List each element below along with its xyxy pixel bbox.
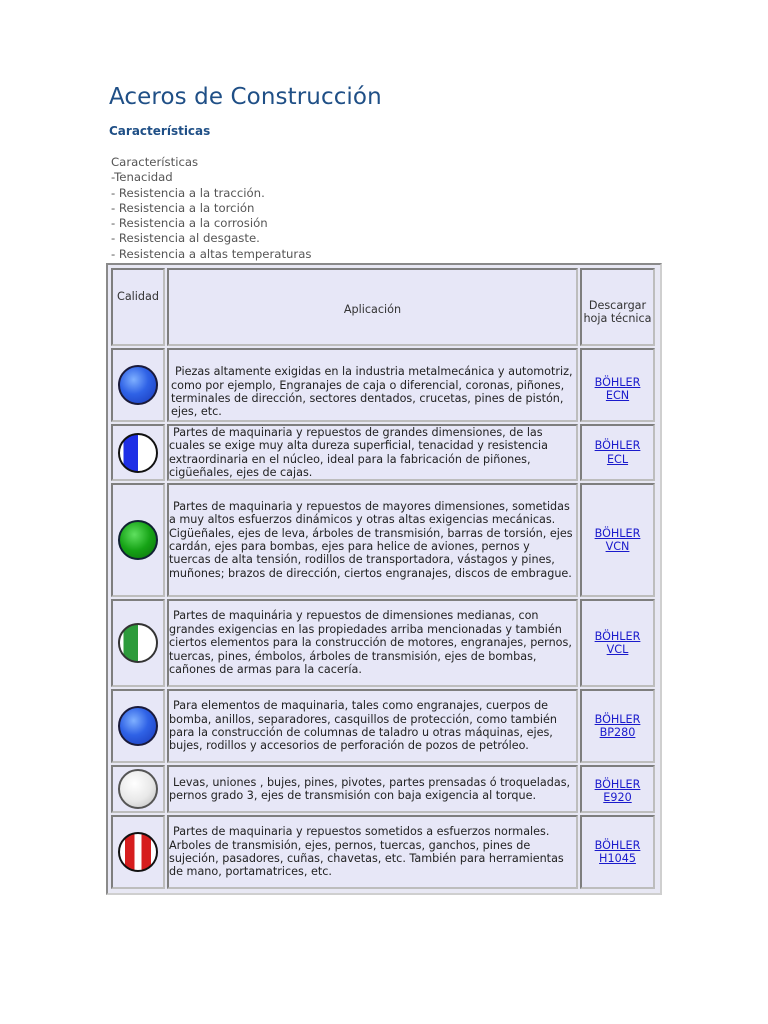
- quality-cell: [111, 483, 165, 597]
- bohler-ecn-link[interactable]: [595, 376, 641, 403]
- quality-cell: [111, 689, 165, 763]
- application-text: Para elementos de maquinaria, tales como engranajes, cuerpos de bomba, anillos, separadores, casquillos de protección, como también para la construcción de columnas de taladro u otras máquinas, ejes, bujes, rodillos y accesorios de perforación de pozos de petróleo.: [169, 699, 557, 753]
- feature-item: - Resistencia a la torción: [111, 200, 255, 215]
- page-title: Aceros de Construcción: [109, 84, 382, 110]
- header-download: [580, 268, 655, 346]
- header-application: [167, 268, 578, 346]
- link-line1[interactable]: BÖHLER: [594, 526, 641, 540]
- blue-white-half-circle-icon: [118, 433, 158, 473]
- red-white-striped-circle-icon: [118, 832, 158, 872]
- green-circle-icon: [118, 520, 158, 560]
- feature-item: -Tenacidad: [111, 170, 173, 185]
- quality-cell: [111, 815, 165, 889]
- application-text: Piezas altamente exigidas en la industria metalmecánica y automotriz, como por ejemplo, Engranajes de caja o diferencial, coronas, piñones, terminales de dirección, sectores dentados, crucetas, pines de pistón, ejes, etc.: [171, 365, 573, 419]
- application-cell: [167, 348, 578, 422]
- download-cell: [580, 815, 655, 889]
- link-line2[interactable]: ECL: [606, 452, 629, 466]
- application-cell: [167, 599, 578, 687]
- application-cell: [167, 483, 578, 597]
- application-cell: [167, 815, 578, 889]
- download-cell: [580, 689, 655, 763]
- link-line1[interactable]: BÖHLER: [594, 838, 641, 852]
- link-line2[interactable]: E920: [603, 791, 632, 804]
- link-line2[interactable]: ECN: [605, 389, 630, 402]
- link-line1[interactable]: BÖHLER: [594, 375, 641, 389]
- header-quality-label: Calidad: [117, 290, 159, 304]
- link-line1[interactable]: BÖHLER: [594, 712, 641, 726]
- download-cell: [580, 599, 655, 687]
- header-download-line2: hoja técnica: [583, 312, 652, 325]
- application-cell: [167, 689, 578, 763]
- section-subtitle: Características: [109, 124, 211, 138]
- link-line2[interactable]: H1045: [599, 852, 636, 865]
- link-line2[interactable]: BP280: [599, 726, 636, 739]
- features-heading: Características: [111, 155, 199, 169]
- link-line2[interactable]: VCN: [605, 540, 630, 553]
- feature-item: - Resistencia a la corrosión: [111, 216, 268, 231]
- white-circle-icon: [118, 769, 158, 809]
- application-text: Partes de maquinaria y repuestos de mayores dimensiones, sometidas a muy altos esfuerzos dinámicos y otras altas exigencias mecánicas. Cigüeñales, ejes de leva, árboles de transmisión, barras de torsión, ejes cardán, ejes para bombas, ejes para helice de aviones, pernos y tuercas de alta tensión, rodillos de transportadora, vástagos y pines, muñones; brazos de dirección, ciertos engranajes, discos de embrague.: [169, 499, 573, 580]
- link-line1[interactable]: BÖHLER: [594, 439, 641, 453]
- application-text: Levas, uniones , bujes, pines, pivotes, partes prensadas ó troqueladas, pernos grado 3, ejes de transmisión con baja exigencia al torque.: [169, 775, 571, 802]
- download-cell: [580, 483, 655, 597]
- steel-table: [106, 263, 662, 895]
- quality-cell: [111, 765, 165, 813]
- link-line2[interactable]: VCL: [606, 643, 629, 656]
- green-white-half-circle-icon: [118, 623, 158, 663]
- blue-circle-icon: [118, 706, 158, 746]
- quality-cell: [111, 424, 165, 481]
- application-cell: [167, 424, 578, 481]
- application-text: Partes de maquinaria y repuestos sometidos a esfuerzos normales. Arboles de transmisión, ejes, pernos, tuercas, ganchos, pines de sujeción, pasadores, cuñas, chavetas, etc. También para herramientas de mano, portamatrices, etc.: [169, 825, 564, 879]
- header-application-label: Aplicación: [343, 303, 402, 317]
- link-line1[interactable]: BÖHLER: [594, 629, 641, 643]
- quality-cell: [111, 348, 165, 422]
- download-cell: [580, 348, 655, 422]
- feature-item: - Resistencia al desgaste.: [111, 231, 260, 246]
- bohler-h1045-link[interactable]: [595, 839, 641, 866]
- bohler-vcn-link[interactable]: [595, 527, 641, 554]
- application-text: Partes de maquinaria y repuestos de grandes dimensiones, de las cuales se exige muy alta dureza superficial, tenacidad y resistencia extraordinaria en el núcleo, ideal para la fabricación de piñones, cigüeñales, ejes de cajas.: [169, 425, 548, 479]
- header-quality: [111, 268, 165, 346]
- feature-item: - Resistencia a la tracción.: [111, 185, 265, 200]
- header-download-line1: Descargar: [588, 298, 647, 312]
- header-download-label: [583, 299, 651, 326]
- download-cell: [580, 424, 655, 481]
- application-text: Partes de maquinária y repuestos de dimensiones medianas, con grandes exigencias en las propiedades arriba mencionadas y también ciertos elementos para la construcción de motores, engranajes, pernos, tuercas, pines, émbolos, árboles de transmisión, ejes de bombas, cañones de armas para la cacería.: [169, 609, 572, 677]
- quality-cell: [111, 599, 165, 687]
- bohler-bp280-link[interactable]: [595, 713, 641, 740]
- features-list: [111, 155, 312, 262]
- bohler-ecl-link[interactable]: [595, 439, 641, 466]
- application-cell: [167, 765, 578, 813]
- bohler-e920-link[interactable]: [595, 778, 641, 805]
- blue-circle-icon: [118, 365, 158, 405]
- download-cell: [580, 765, 655, 813]
- link-line1[interactable]: BÖHLER: [594, 777, 641, 791]
- feature-item: - Resistencia a altas temperaturas: [111, 246, 312, 261]
- bohler-vcl-link[interactable]: [595, 630, 641, 657]
